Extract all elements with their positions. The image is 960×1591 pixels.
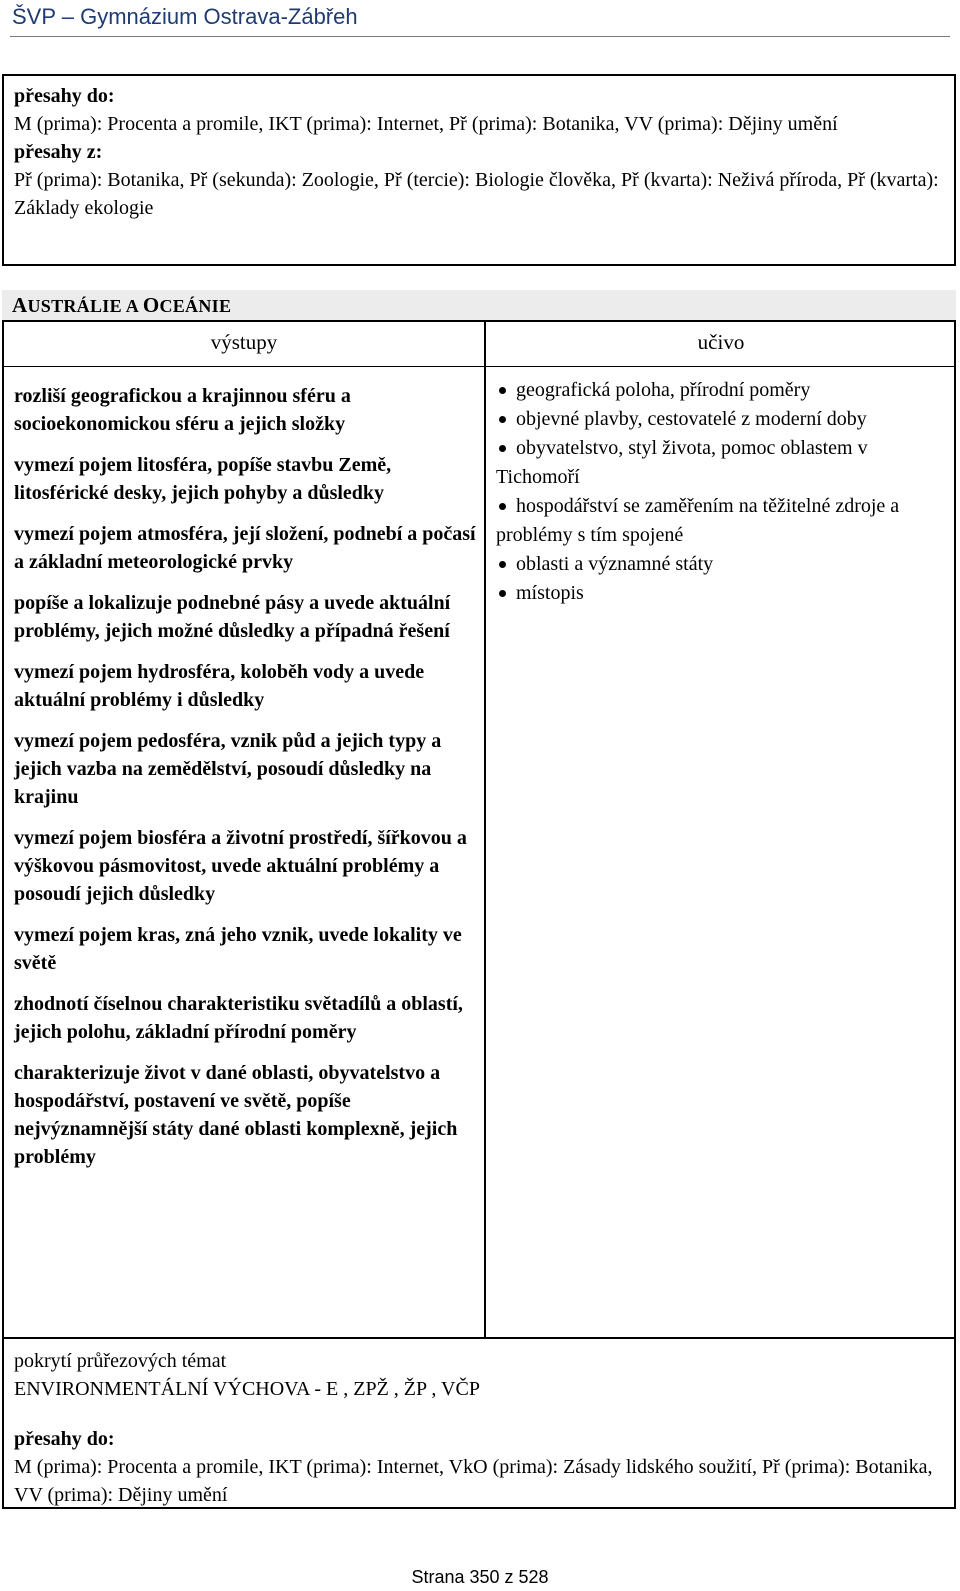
- output-item: vymezí pojem pedosféra, vznik půd a jejich typy a jejich vazba na zemědělství, posoudí důsledky na krajinu: [14, 730, 442, 808]
- section-title-initial-b: O: [142, 293, 160, 317]
- page-number: Strana 350 z 528: [411, 1567, 549, 1587]
- cross-themes-text: ENVIRONMENTÁLNÍ VÝCHOVA - E , ZPŽ , ŽP , VČP: [14, 1378, 480, 1400]
- bullet-icon: [499, 445, 506, 452]
- output-item: vymezí pojem kras, zná jeho vznik, uvede lokality ve světě: [14, 924, 462, 974]
- outputs-list: [14, 382, 476, 1184]
- bullet-icon: [499, 561, 506, 568]
- overlaps-to-text: M (prima): Procenta a promile, IKT (prima): Internet, VkO (prima): Zásady lidského soužití, Př (prima): Botanika, VV (prima): Dějiny umění: [14, 1456, 933, 1506]
- curriculum-item: [496, 550, 948, 579]
- column-header-outputs: výstupy: [210, 330, 278, 354]
- output-item: popíše a lokalizuje podnebné pásy a uvede aktuální problémy, jejich možné důsledky a případná řešení: [14, 592, 451, 642]
- curriculum-item: [496, 405, 948, 434]
- output-item: vymezí pojem hydrosféra, koloběh vody a uvede aktuální problémy i důsledky: [14, 661, 425, 711]
- curriculum-item-text: objevné plavby, cestovatelé z moderní doby: [516, 408, 867, 430]
- cross-themes-label: pokrytí průřezových témat: [14, 1350, 227, 1372]
- header-divider: [10, 36, 950, 37]
- overlaps-box-bottom: [2, 1339, 956, 1509]
- outcomes-table: [2, 320, 956, 1339]
- output-item: vymezí pojem litosféra, popíše stavbu Země, litosférické desky, jejich pohyby a důsledky: [14, 454, 392, 504]
- bullet-icon: [499, 416, 506, 423]
- curriculum-item: [496, 434, 948, 492]
- overlaps-to-label: přesahy do:: [14, 1428, 115, 1450]
- output-item: vymezí pojem atmosféra, její složení, podnebí a počasí a základní meteorologické prvky: [14, 523, 476, 573]
- section-title-rest-a: USTRÁLIE A: [27, 296, 143, 316]
- bullet-icon: [499, 387, 506, 394]
- column-header-curriculum: učivo: [697, 330, 745, 354]
- curriculum-item-text: oblasti a významné státy: [516, 553, 714, 575]
- overlaps-from-text: Př (prima): Botanika, Př (sekunda): Zoologie, Př (tercie): Biologie člověka, Př (kvarta): Neživá příroda, Př (kvarta): Základy ekologie: [14, 169, 939, 219]
- curriculum-item: [496, 492, 948, 550]
- overlaps-to-label: přesahy do:: [14, 85, 115, 107]
- overlaps-box-top: [2, 74, 956, 266]
- curriculum-list: [496, 376, 948, 608]
- overlaps-to-text: M (prima): Procenta a promile, IKT (prima): Internet, Př (prima): Botanika, VV (prima): Dějiny umění: [14, 113, 838, 135]
- section-title: [12, 293, 231, 318]
- curriculum-item-text: hospodářství se zaměřením na těžitelné zdroje a problémy s tím spojené: [496, 495, 900, 546]
- output-item: charakterizuje život v dané oblasti, obyvatelstvo a hospodářství, postavení ve světě, popíše nejvýznamnější státy dané oblasti komplexně, jejich problémy: [14, 1062, 458, 1168]
- document-header-title: ŠVP – Gymnázium Ostrava-Zábřeh: [12, 4, 358, 29]
- output-item: rozliší geografickou a krajinnou sféru a socioekonomickou sféru a jejich složky: [14, 385, 351, 435]
- bullet-icon: [499, 503, 506, 510]
- section-title-initial-a: A: [12, 293, 28, 317]
- curriculum-item-text: obyvatelstvo, styl života, pomoc oblastem v Tichomoří: [496, 437, 868, 488]
- section-title-rest-b: CEÁNIE: [159, 296, 232, 316]
- curriculum-item: [496, 376, 948, 405]
- header-row-divider: [4, 366, 954, 367]
- curriculum-item-text: geografická poloha, přírodní poměry: [516, 379, 811, 401]
- spacer: [14, 1403, 944, 1425]
- curriculum-item-text: místopis: [516, 582, 584, 604]
- bullet-icon: [499, 590, 506, 597]
- output-item: vymezí pojem biosféra a životní prostředí, šířkovou a výškovou pásmovitost, uvede aktuální problémy a posoudí jejich důsledky: [14, 827, 467, 905]
- curriculum-item: [496, 579, 948, 608]
- column-divider: [484, 322, 486, 1337]
- overlaps-from-label: přesahy z:: [14, 141, 103, 163]
- output-item: zhodnotí číselnou charakteristiku světadílů a oblastí, jejich polohu, základní přírodní poměry: [14, 993, 463, 1043]
